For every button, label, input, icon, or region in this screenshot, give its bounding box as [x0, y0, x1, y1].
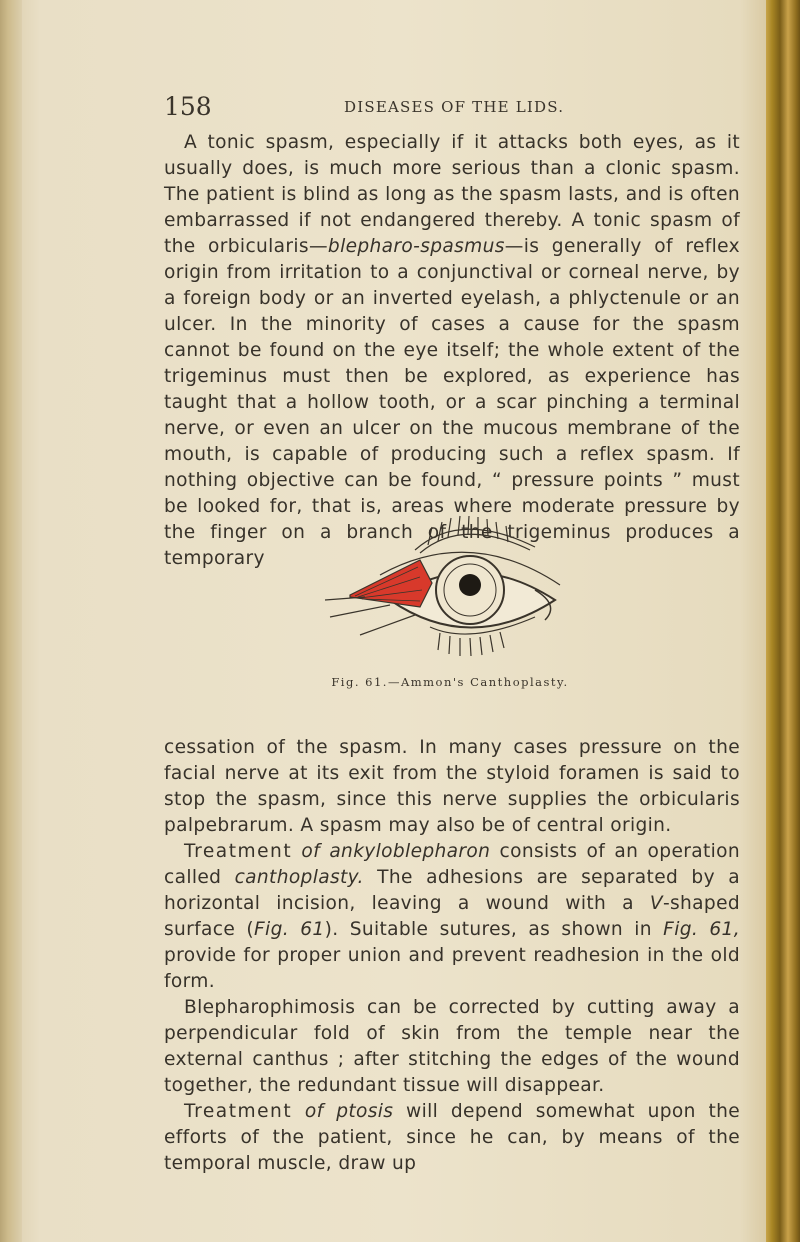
- gilt-page-edge: [766, 0, 800, 1242]
- text-run: consists of an operation called: [164, 841, 740, 888]
- italic-term-ptosis: of ptosis: [304, 1101, 394, 1122]
- treatment-lead: Treatment: [184, 841, 293, 862]
- text-run: -shaped surface (: [164, 893, 741, 940]
- paragraph-treatment-ptosis: [164, 1099, 740, 1177]
- paragraph-continuation: cessation of the spasm. In many cases pressure on the facial nerve at its exit from the styloid foramen is said to stop the spasm, since this nerve supplies the orbicularis palpebrarum. A spasm may also be of central origin.: [164, 737, 740, 836]
- text-run: A tonic spasm, especially if it attacks both eyes, as it usually does, is much more serious than a clonic spasm. The patient is blind as long as the spasm lasts, and is often embarrassed if not endangered thereby. A tonic spasm of the orbicularis—: [164, 132, 740, 257]
- page-number: 158: [164, 92, 212, 121]
- pupil: [459, 574, 481, 596]
- italic-term-canthoplasty: canthoplasty.: [234, 867, 364, 888]
- paragraph-treatment-ankyloblepharon: [164, 839, 740, 995]
- body-text-bottom: [164, 735, 740, 1177]
- text-run: —is generally of reflex origin from irritation to a conjunctival or corneal nerve, by a foreign body or an inverted eyelash, a phlyctenule or an ulcer. In the minority of cases a cause for the spasm cannot be found on the eye itself; the whole extent of the trigeminus must then be explored, as experience has taught that a hollow tooth, or a scar pinching a terminal nerve, or even an ulcer on the mucous membrane of the mouth, is capable of producing such a reflex spasm. If nothing objective can be found, “ pressure points ” must be looked for, that is, areas where moderate pressure by the finger on a branch of the trigeminus produces a temporary: [164, 236, 740, 569]
- text-run: will depend somewhat upon the efforts of the patient, since he can, by means of the temporal muscle, draw up: [164, 1101, 741, 1174]
- text-run: ). Suitable sutures, as shown in: [324, 919, 652, 940]
- paragraph-blepharophimosis: Blepharophimosis can be corrected by cutting away a perpendicular fold of skin from the temple near the external canthus ; after stitching the edges of the wound together, the redundant tissue will disappear.: [164, 997, 740, 1096]
- figure-caption: Fig. 61.—Ammon's Canthoplasty.: [331, 675, 569, 689]
- figure-reference: Fig. 61,: [663, 919, 740, 940]
- running-head: DISEASES OF THE LIDS.: [344, 98, 565, 116]
- text-run: provide for proper union and prevent readhesion in the old form.: [164, 945, 740, 992]
- text-run: The adhesions are separated by a horizontal incision, leaving a wound with a: [164, 867, 740, 914]
- italic-v: V: [649, 893, 663, 914]
- treatment-lead: Treatment: [184, 1101, 293, 1122]
- italic-of: of: [301, 841, 321, 862]
- figure-reference: Fig. 61: [254, 919, 325, 940]
- italic-term-blepharospasmus: blepharo-spasmus: [327, 236, 505, 257]
- page-header: [164, 92, 744, 122]
- page-binding-shadow: [0, 0, 22, 1242]
- figure-61: [300, 495, 600, 695]
- canthoplasty-eye-illustration: [320, 505, 580, 675]
- italic-term-ankyloblepharon: ankyloblepharon: [329, 841, 491, 862]
